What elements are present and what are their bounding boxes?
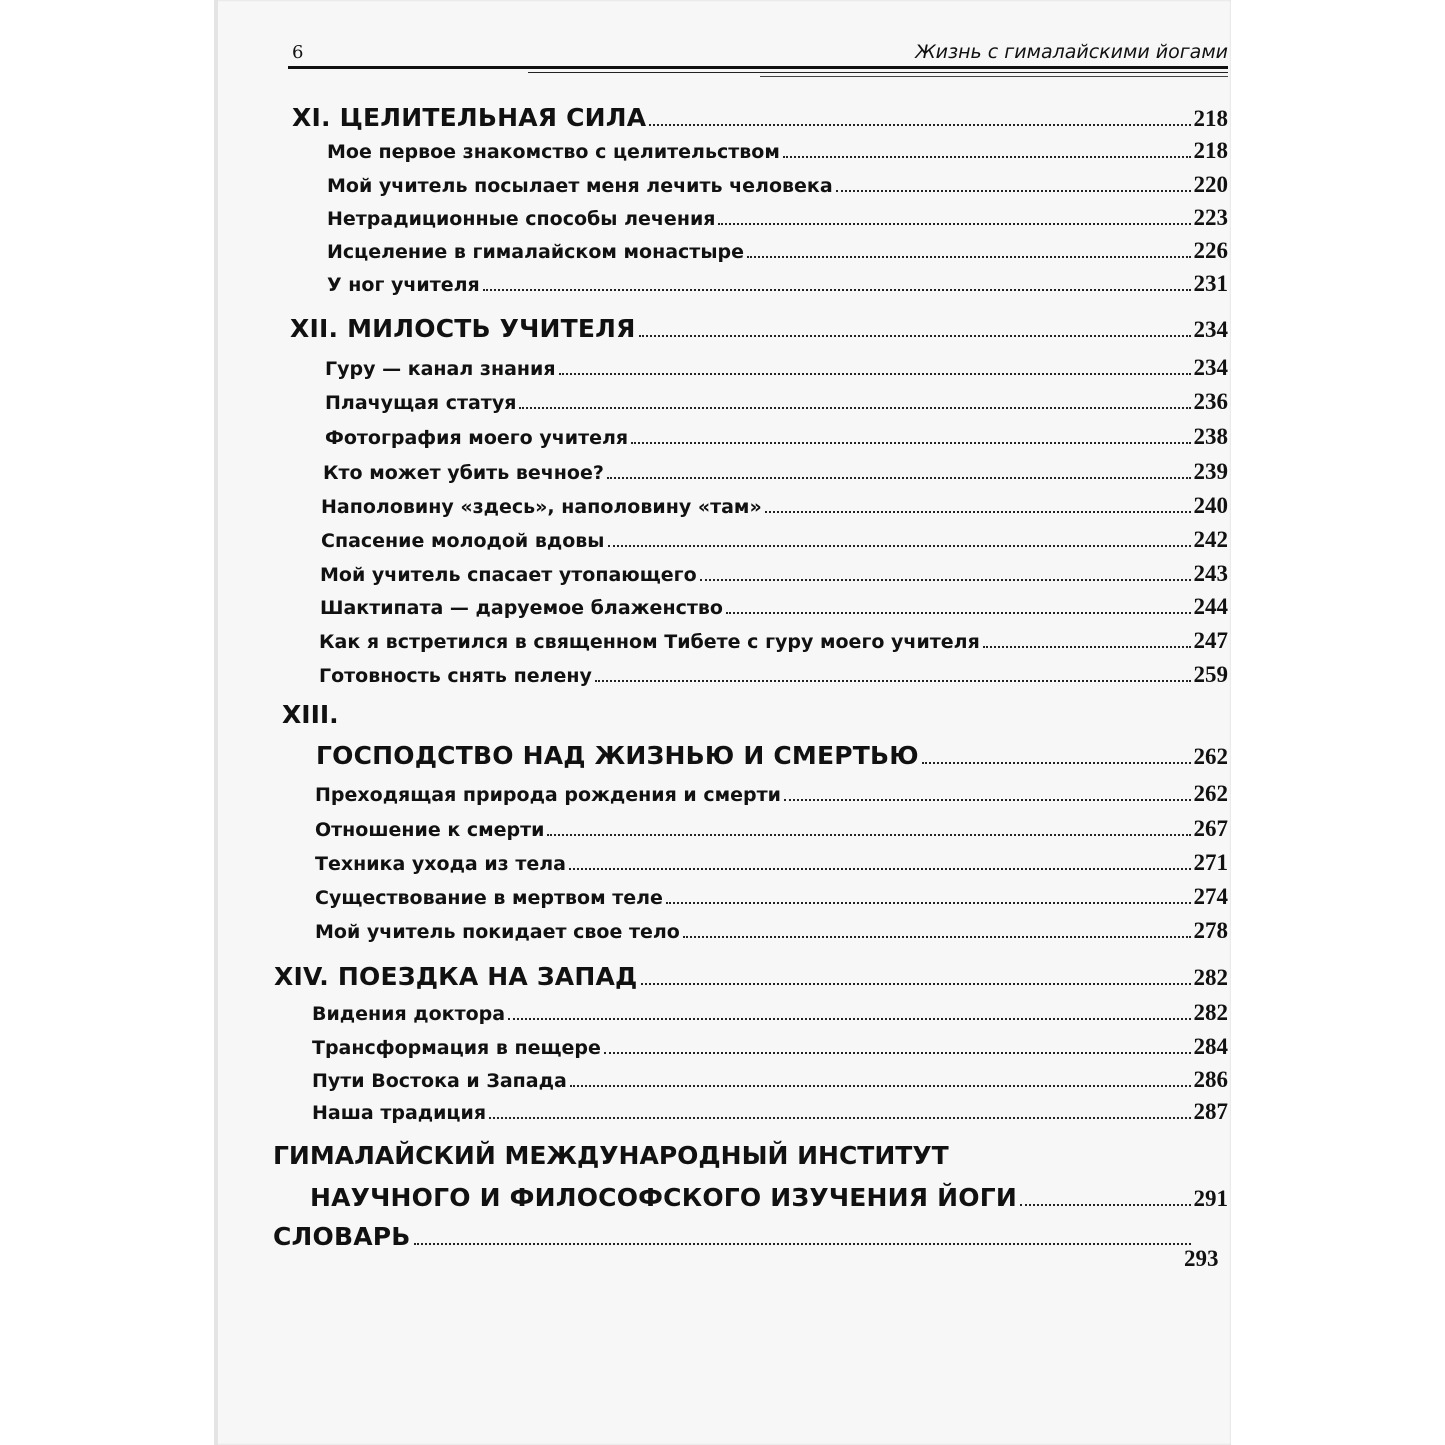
toc-entry [315,918,1228,944]
entry-title: Пути Востока и Запада [312,1070,567,1092]
entry-title: Готовность снять пелену [319,665,592,687]
leader-dots [784,799,1191,801]
leader-dots [559,373,1191,375]
page-ref: 278 [1193,918,1228,943]
page-ref: 218 [1193,106,1228,131]
leader-dots [489,1117,1190,1119]
page-ref: 223 [1193,205,1228,230]
entry-title: Кто может убить вечное? [323,462,604,484]
leader-dots [922,762,1191,764]
toc-entry [312,1067,1228,1093]
entry-title: У ног учителя [327,274,480,296]
page-ref: 267 [1193,816,1228,841]
toc-entry [315,781,1228,807]
page-ref: 284 [1193,1034,1228,1059]
leader-dots [1020,1204,1191,1206]
toc-chapter [310,1183,1228,1212]
chapter-title: ГОСПОДСТВО НАД ЖИЗНЬЮ И СМЕРТЬЮ [316,741,919,770]
page-ref: 293 [1184,1246,1219,1271]
leader-dots [569,868,1191,870]
leader-dots [631,442,1190,444]
leader-dots [483,289,1191,291]
leader-dots [718,223,1190,225]
toc-chapter [292,103,1228,132]
institute-title-line2: НАУЧНОГО И ФИЛОСОФСКОГО ИЗУЧЕНИЯ ЙОГИ [310,1183,1017,1212]
page-ref: 247 [1193,628,1228,653]
toc-entry [327,172,1228,198]
leader-dots [700,579,1191,581]
page-ref: 244 [1193,594,1228,619]
toc-entry [321,493,1228,519]
chapter-numeral: XIII. [282,700,339,729]
entry-title: Трансформация в пещере [312,1037,601,1059]
toc-chapter [274,962,1228,991]
leader-dots [604,1052,1191,1054]
toc-entry [323,459,1228,485]
toc-entry [327,205,1228,231]
leader-dots [641,983,1191,985]
glossary-title: СЛОВАРЬ [273,1222,411,1251]
page-ref: 218 [1193,138,1228,163]
toc-entry [319,662,1228,688]
page-ref: 291 [1193,1186,1228,1211]
leader-dots [747,256,1191,258]
toc-entry [320,594,1228,620]
page-ref: 231 [1193,271,1228,296]
toc-entry [312,1099,1228,1125]
leader-dots [983,646,1191,648]
leader-dots [765,511,1191,513]
entry-title: Отношение к смерти [315,819,545,841]
page-ref: 286 [1193,1067,1228,1092]
page-number: 6 [292,42,304,63]
toc-entry [315,816,1228,842]
leader-dots [608,545,1191,547]
leader-dots [595,680,1191,682]
leader-dots [683,936,1191,938]
page-ref: 282 [1193,965,1228,990]
page-ref: 236 [1193,389,1228,414]
entry-title: Существование в мертвом теле [315,887,663,909]
institute-title-line1: ГИМАЛАЙСКИЙ МЕЖДУНАРОДНЫЙ ИНСТИТУТ [273,1141,949,1170]
toc-entry [312,1000,1228,1026]
leader-dots [607,477,1191,479]
leader-dots [666,902,1191,904]
entry-title: Фотография моего учителя [325,427,629,449]
leader-dots [414,1243,1191,1245]
entry-title: Мой учитель покидает свое тело [315,921,680,943]
entry-title: Наполовину «здесь», наполовину «там» [321,496,762,518]
toc-entry [327,138,1228,164]
page-ref: 234 [1193,355,1228,380]
entry-title: Видения доктора [312,1003,506,1025]
toc-entry [319,628,1228,654]
chapter-title: XI. ЦЕЛИТЕЛЬНАЯ СИЛА [292,103,647,132]
toc-entry [325,424,1228,450]
page-ref: 226 [1193,238,1228,263]
leader-dots [519,407,1190,409]
leader-dots [726,612,1191,614]
entry-title: Исцеление в гималайском монастыре [327,241,744,263]
entry-title: Как я встретился в священном Тибете с гуру моего учителя [319,631,980,653]
page-ref: 242 [1193,527,1228,552]
toc-entry [325,389,1228,415]
page-ref: 287 [1193,1099,1228,1124]
page-ref: 282 [1193,1000,1228,1025]
entry-title: Нетрадиционные способы лечения [327,208,716,230]
leader-dots [508,1018,1190,1020]
leader-dots [783,156,1191,158]
toc-chapter [290,314,1228,343]
page-ref: 240 [1193,493,1228,518]
entry-title: Преходящая природа рождения и смерти [315,784,781,806]
toc-entry [320,561,1228,587]
page-ref: 262 [1193,744,1228,769]
entry-title: Мой учитель посылает меня лечить человека [327,175,833,197]
entry-title: Мой учитель спасает утопающего [320,564,697,586]
page-ref: 271 [1193,850,1228,875]
entry-title: Мое первое знакомство с целительством [327,141,780,163]
toc-entry [327,271,1228,297]
leader-dots [570,1085,1191,1087]
leader-dots [547,834,1190,836]
entry-title: Наша традиция [312,1102,487,1124]
chapter-title: XIV. ПОЕЗДКА НА ЗАПАД [274,962,638,991]
running-title: Жизнь с гималайскими йогами [915,41,1228,63]
toc-entry [325,355,1228,381]
page-ref: 239 [1193,459,1228,484]
chapter-title: XII. МИЛОСТЬ УЧИТЕЛЯ [290,314,636,343]
toc-entry [327,238,1228,264]
toc-chapter [273,1222,1228,1251]
toc-entry [312,1034,1228,1060]
toc-entry [315,850,1228,876]
toc-entry [321,527,1228,553]
toc-chapter [316,741,1228,770]
entry-title: Плачущая статуя [325,392,517,414]
page-ref: 234 [1193,317,1228,342]
page-ref: 274 [1193,884,1228,909]
leader-dots [649,124,1190,126]
page-ref: 238 [1193,424,1228,449]
toc-entry [315,884,1228,910]
page-ref: 220 [1193,172,1228,197]
page-ref: 243 [1193,561,1228,586]
page-ref: 259 [1193,662,1228,687]
leader-dots [639,335,1191,337]
leader-dots [836,190,1191,192]
entry-title: Гуру — канал знания [325,358,556,380]
page-ref: 262 [1193,781,1228,806]
entry-title: Техника ухода из тела [315,853,566,875]
entry-title: Спасение молодой вдовы [321,530,605,552]
entry-title: Шактипата — даруемое блаженство [320,597,723,619]
